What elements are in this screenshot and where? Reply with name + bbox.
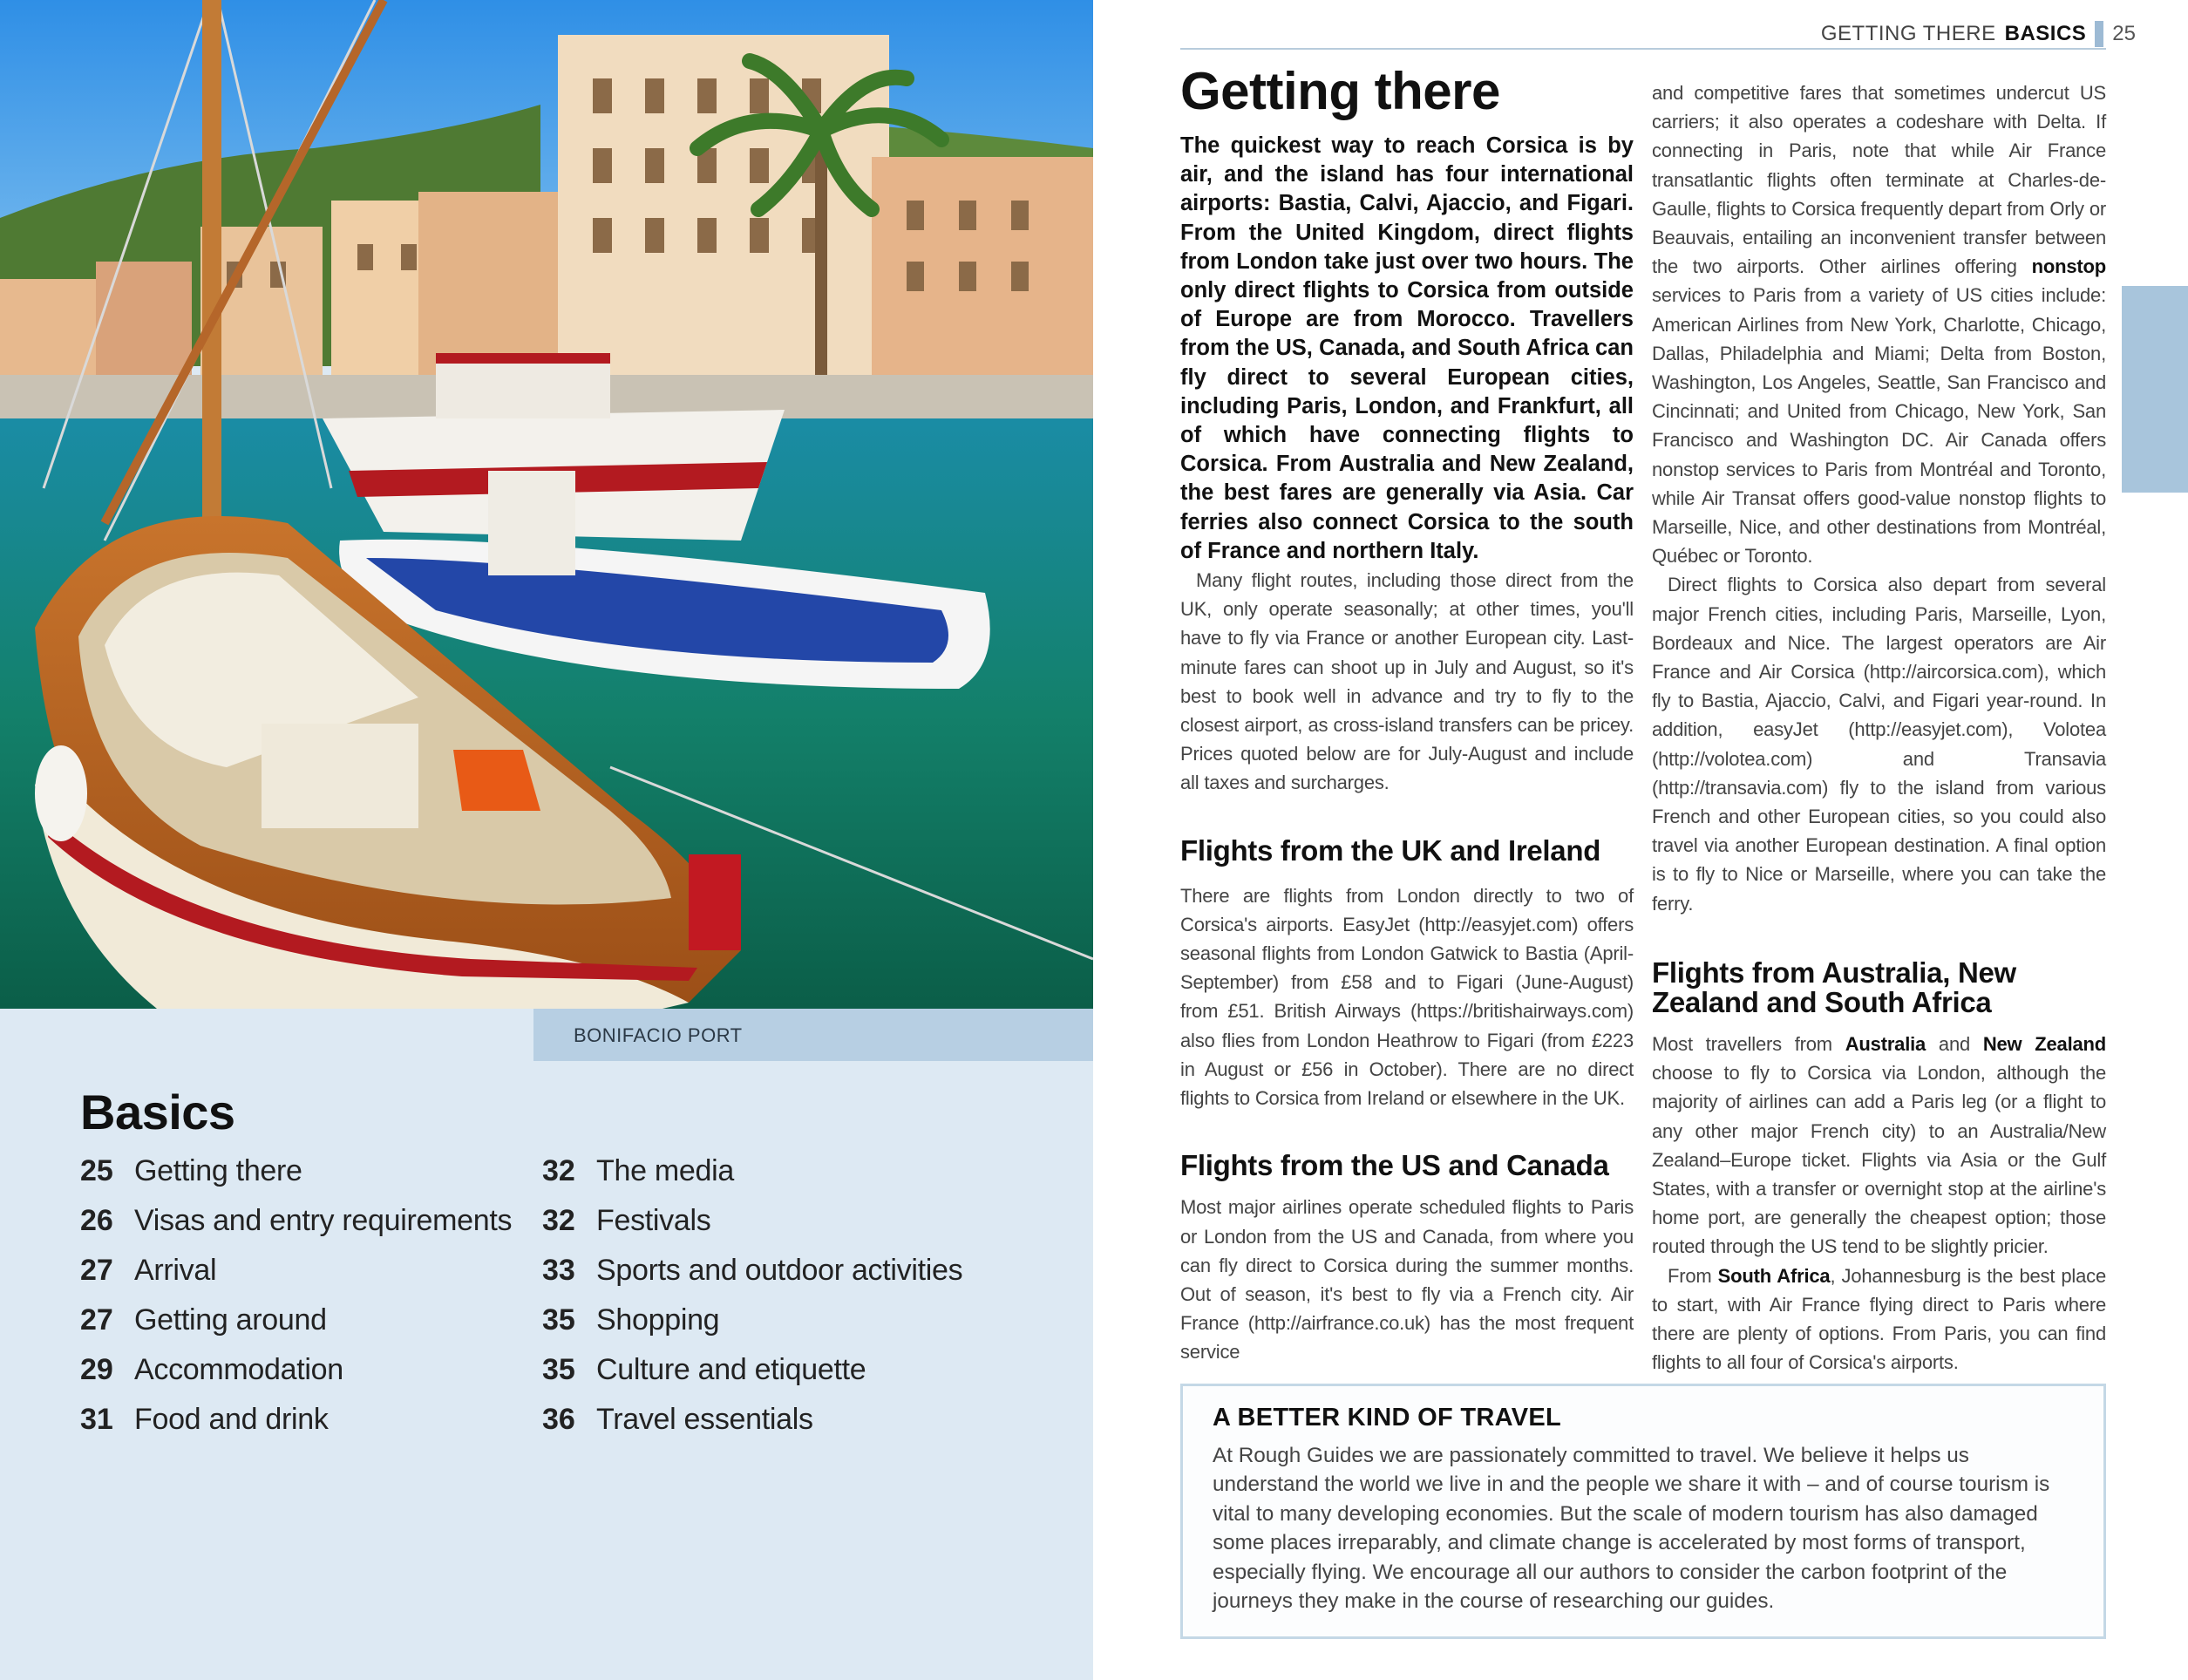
us-paragraph: Most major airlines operate scheduled flights to Paris or London from the US and Canada, from where you can fly direct to Corsica during the summer months. Out of season, it's best to fly via a French city. Air France (http://airfrance.co.uk) has the most frequent service (1180, 1196, 1634, 1364)
toc-page-number: 27 (80, 1303, 113, 1337)
heading-uk-ireland: Flights from the UK and Ireland (1180, 833, 1601, 867)
harbour-photo (0, 0, 1093, 1009)
running-head-chapter: BASICS (2004, 22, 2087, 45)
better-travel-box (1180, 1384, 2106, 1639)
toc-page-number: 35 (542, 1353, 575, 1386)
running-head-divider (2095, 21, 2103, 47)
us-text-a: and competitive fares that sometimes undercut US carriers; it also operates a codeshare with Delta. If connecting in Paris, note that while Air France transatlantic flights often terminate at Charles-de-Gaulle, flights to Corsica frequently depart from Orly or Beauvais, entailing an inconvenient transfer between the two airports. Other airlines offering (1652, 82, 2106, 278)
toc-label: Festivals (596, 1204, 711, 1237)
us-paragraph-continued (1652, 78, 2106, 570)
running-head (1821, 21, 2136, 47)
page-title: Getting there (1180, 62, 1500, 120)
french-cities-paragraph: Direct flights to Corsica also depart from several major French cities, including Paris, Marseille, Lyon, Bordeaux and Nice. The largest operators are Air France and Air Corsica (http://aircorsica.com), which fly to Bastia, Ajaccio, Calvi, and Figari year-round. In addition, easyJet (http://easyjet.com), Volotea (http://volotea.com) and Transavia (http://transavia.com) fly to the island from various French and other European cities, so you could also travel via another European destination. A final option is to fly to Nice or Marseille, where you can take the ferry. (1652, 574, 2106, 915)
new-zealand-emphasis: New Zealand (1982, 1032, 2106, 1055)
toc-page-number: 33 (542, 1254, 575, 1287)
australia-paragraph (1652, 1030, 2106, 1262)
toc-label: Travel essentials (596, 1403, 813, 1436)
sa-text-b: , Johannesburg is the best place to start, with Air France flying direct to Paris where there are plenty of options. From Paris, you can find flights to all four of Corsica's airports. (1652, 1264, 2106, 1374)
toc-page-number: 25 (80, 1154, 113, 1187)
article-column-2 (1652, 78, 2106, 1377)
toc-page-number: 32 (542, 1154, 575, 1187)
page-number: 25 (2112, 22, 2136, 45)
intro-paragraph: The quickest way to reach Corsica is by air, and the island has four international airports: Bastia, Calvi, Ajaccio, and Figari. From the United Kingdom, direct flights from London take just over two hours. The only direct flights to Corsica from outside of Europe are from Morocco. Travellers from the US, Canada, and South Africa can fly direct to several European cities, including Paris, London, and Frankfurt, all of which have connecting flights to Corsica. From Australia and New Zealand, the best fares are generally via Asia. Car ferries also connect Corsica to the south of France and northern Italy. (1180, 133, 1634, 563)
uk-paragraph: There are flights from London directly to two of Corsica's airports. EasyJet (http://easyjet.com) offers seasonal flights from London Gatwick to Bastia (April-September) from £58 and to Figari (June-August) from £51. British Airways (https://britishairways.com) also flies from London Heathrow to Figari (from £223 in August or £56 in October). There are no direct flights to Corsica from Ireland or elsewhere in the UK. (1180, 884, 1634, 1110)
toc-label: Sports and outdoor activities (596, 1254, 963, 1287)
body-paragraph: Many flight routes, including those direct from the UK, only operate seasonally; at other times, you'll have to fly via France or another European city. Last-minute fares can shoot up in July and August, so it's best to book well in advance and try to fly to the closest airport, as cross-island transfers can be pricey. Prices quoted below are for July-August and include all taxes and surcharges. (1180, 569, 1634, 794)
toc-label: Culture and etiquette (596, 1353, 866, 1386)
box-text: At Rough Guides we are passionately committed to travel. We believe it helps us understand the world we live in and the people we share it with – and of course tourism is vital to many developing economies. But the scale of modern tourism has also damaged some places irreparably, and climate change is accelerated by most forms of transport, especially flying. We encourage all our authors to consider the carbon footprint of the journeys they make in the course of researching our guides. (1213, 1444, 2050, 1614)
toc-page-number: 27 (80, 1254, 113, 1287)
toc-page-number: 32 (542, 1204, 575, 1237)
caption-bar (533, 1009, 1093, 1061)
aus-text-c: choose to fly to Corsica via London, although the majority of airlines can add a Paris leg (or a flight to any other major French city) to an Australia/New Zealand–Europe ticket. Flights via Asia or the Gulf States, with a transfer or overnight stop at the airline's home port, are generally the cheapest option; those routed through the US tend to be slightly pricier. (1652, 1062, 2106, 1258)
sa-text-a: From (1668, 1264, 1712, 1287)
aus-text-b: and (1938, 1032, 1971, 1055)
heading-australia-nz-sa: Flights from Australia, New Zealand and South Africa (1652, 956, 2016, 1018)
south-africa-paragraph (1652, 1262, 2106, 1377)
aus-text-a: Most travellers from (1652, 1032, 1832, 1055)
article-column-1 (1180, 61, 1634, 1367)
toc-page-number: 31 (80, 1403, 113, 1436)
toc-label: Getting around (134, 1303, 327, 1337)
toc-page-number: 26 (80, 1204, 113, 1237)
south-africa-emphasis: South Africa (1717, 1264, 1831, 1287)
toc-label: Food and drink (134, 1403, 329, 1436)
photo-caption: BONIFACIO PORT (574, 1024, 743, 1046)
header-rule (1180, 48, 2106, 50)
toc-page-number: 35 (542, 1303, 575, 1337)
toc-page-number: 36 (542, 1403, 575, 1436)
toc-label: The media (596, 1154, 734, 1187)
left-page (0, 0, 1093, 1680)
toc-label: Arrival (134, 1254, 217, 1287)
running-head-section: GETTING THERE (1820, 22, 1996, 45)
chapter-tab-marker (2122, 286, 2188, 493)
us-text-b: services to Paris from a variety of US cities include: American Airlines from New York, Charlotte, Chicago, Dallas, Philadelphia and Miami; Delta from Boston, Washington, Los Angeles, Seattle, San Francisco and Cincinnati; and United from Chicago, New York, San Francisco and Washington DC. Air Canada offers nonstop services to Paris from Montréal and Toronto, while Air Transat offers good-value nonstop flights to Marseille, Nice, and other destinations from Montréal, Québec or Toronto. (1652, 284, 2106, 568)
section-title: Basics (80, 1085, 235, 1139)
toc-label: Accommodation (134, 1353, 343, 1386)
nonstop-emphasis: nonstop (2031, 255, 2106, 278)
toc-page-number: 29 (80, 1353, 113, 1386)
heading-us-canada: Flights from the US and Canada (1180, 1149, 1609, 1182)
toc-label: Visas and entry requirements (134, 1204, 513, 1237)
box-title: A BETTER KIND OF TRAVEL (1213, 1404, 1561, 1432)
toc-label: Getting there (134, 1154, 302, 1187)
australia-emphasis: Australia (1845, 1032, 1926, 1055)
harbour-illustration (0, 0, 1093, 1009)
toc-label: Shopping (596, 1303, 720, 1337)
